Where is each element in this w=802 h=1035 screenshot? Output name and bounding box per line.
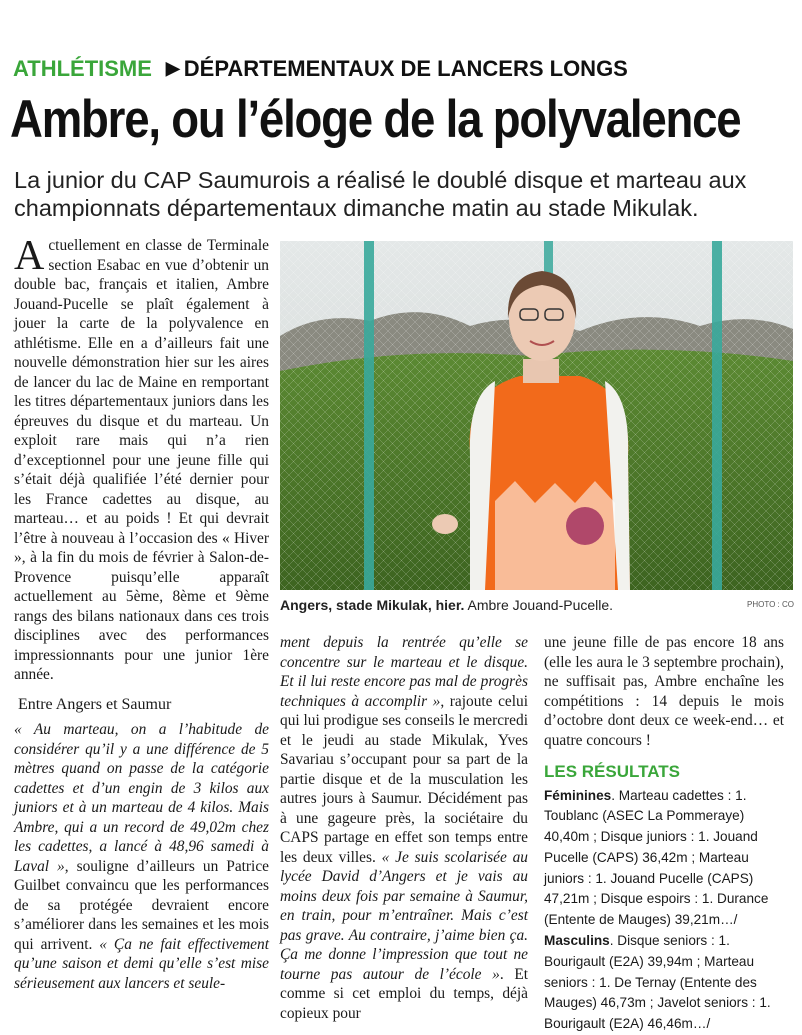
kicker bbox=[13, 56, 628, 82]
athlete-photo bbox=[280, 241, 793, 590]
quote-text: « Ça ne fait effectivement qu’une saison et demi qu’elle s’est mise sérieusement aux lancers et seule- bbox=[14, 935, 269, 992]
standfirst: La junior du CAP Saumurois a réalisé le doublé disque et marteau aux championnats départementaux dimanche matin au stade Mikulak. bbox=[14, 167, 747, 221]
quote-text: « Au marteau, on a l’habitude de considérer qu’il y a une différence de 5 mètres quand on passe de la catégorie cadettes et d’un engin de 3 kilos aux juniors et à un marteau de 4 kilos. Mais Ambre, qui a un record de 49,02m chez les cadettes, a lancé à 48,96 samedi à Laval » bbox=[14, 721, 269, 875]
article-paragraph bbox=[14, 233, 269, 685]
results-women bbox=[544, 786, 784, 932]
body-text: , rajoute celui qui lui prodigue ses conseils le mercredi et le jeudi au stade Mikulak, Yves Savariau s’occupant pour sa part de la partie disque et de la musculation les autres jours à Saumur. Décidément pas à une gageure près, la sociétaire du CAPS partage en effet son temps entre les deux villes. bbox=[280, 692, 529, 866]
results-label: Masculins bbox=[544, 933, 610, 949]
article-paragraph: une jeune fille de pas encore 18 ans (elle les aura le 3 septembre prochain), ne suffisait pas, Ambre enchaîne les compétitions : 14 depuis le mois d’octobre dont deux ce week-end… et quatre concours ! bbox=[544, 634, 784, 749]
quote-text: ment depuis la rentrée qu’elle se concentre sur le marteau et le disque. Et il lui reste encore pas mal de progrès techniques à accomplir » bbox=[280, 634, 528, 710]
drop-cap: A bbox=[14, 233, 45, 279]
lead-text: ctuellement en classe de Terminale section Esabac en vue d’obtenir un double bac, français et italien, Ambre Jouand-Pucelle se plaît également à jouer la carte de la polyvalence en athlétisme. Elle en a d’ailleurs fait une nouvelle démonstration hier sur les aires de lancer du lac de Maine en remportant les titres départementaux juniors dans les épreuves du disque et du marteau. Un exploit rare mais qui n’a rien d’exceptionnel pour une jeune fille qui s’était déjà qualifiée l’été dernier pour les France cadettes au disque, au marteau… et au poids ! Et qui devrait l’être à nouveau à l’occasion des « Hiver », à la fin du mois de février à Salon-de-Provence puisqu’elle apparaît actuellement au 5ème, 8ème et 9ème rangs des bilans nationaux dans ces trois disciplines avec des performances impressionnants pour une junior 1ère année. bbox=[14, 237, 269, 683]
article-column-1 bbox=[14, 233, 269, 993]
article-paragraph bbox=[14, 720, 269, 993]
article-column-3 bbox=[544, 633, 784, 1035]
body-text: . Et comme si cet emploi du temps, déjà copieux pour bbox=[280, 965, 528, 1022]
results-label: Féminines bbox=[544, 787, 612, 803]
rubric-label: ATHLÉTISME bbox=[13, 56, 152, 81]
results-title: LES RÉSULTATS bbox=[544, 762, 680, 781]
body-text: , souligne d’ailleurs un Patrice Guilbet convaincu que les performances de sa protégée devraient encore s’améliorer dans les semaines et les mois qui arrivent. bbox=[14, 857, 269, 953]
subrubric-label: DÉPARTEMENTAUX DE LANCERS LONGS bbox=[183, 56, 628, 81]
article-column-2 bbox=[280, 633, 528, 1023]
triangle-arrow-icon: ▶ bbox=[165, 58, 180, 78]
results-text: . Marteau cadettes : 1. Toublanc (ASEC La Pommeraye) 40,40m ; Disque juniors : 1. Jouand Pucelle (CAPS) 36,42m ; Marteau juniors : 1. Jouand Pucelle (CAPS) 47,21m ; Disque espoirs : 1. Durance (Entente de Mauges) 39,21m…/ bbox=[544, 787, 769, 928]
caption-location: Angers, stade Mikulak, hier. bbox=[280, 597, 465, 613]
photo-credit: PHOTO : CO bbox=[747, 600, 794, 609]
quote-text: « Je suis scolarisée au lycée David d’Angers et je vais au moins deux fois par semaine à Saumur, en train, pour m’entraîner. Mais c’est pas grave. Au contraire, j’aime bien ça. Ça me donne l’impression que tout ne tourne pas autour de l’école » bbox=[280, 848, 529, 983]
caption-name: Ambre Jouand-Pucelle. bbox=[464, 597, 614, 613]
intertitle: Entre Angers et Saumur bbox=[18, 695, 172, 713]
headline: Ambre, ou l’éloge de la polyvalence bbox=[10, 90, 741, 149]
results-text: . Disque seniors : 1. Bourigault (E2A) 39,94m ; Marteau seniors : 1. De Ternay (Entente des Mauges) 46,73m ; Javelot seniors : 1. Bourigault (E2A) 46,46m…/ bbox=[544, 933, 771, 1032]
photo-caption bbox=[280, 597, 793, 613]
results-men bbox=[544, 931, 784, 1035]
article-paragraph bbox=[280, 633, 528, 1023]
